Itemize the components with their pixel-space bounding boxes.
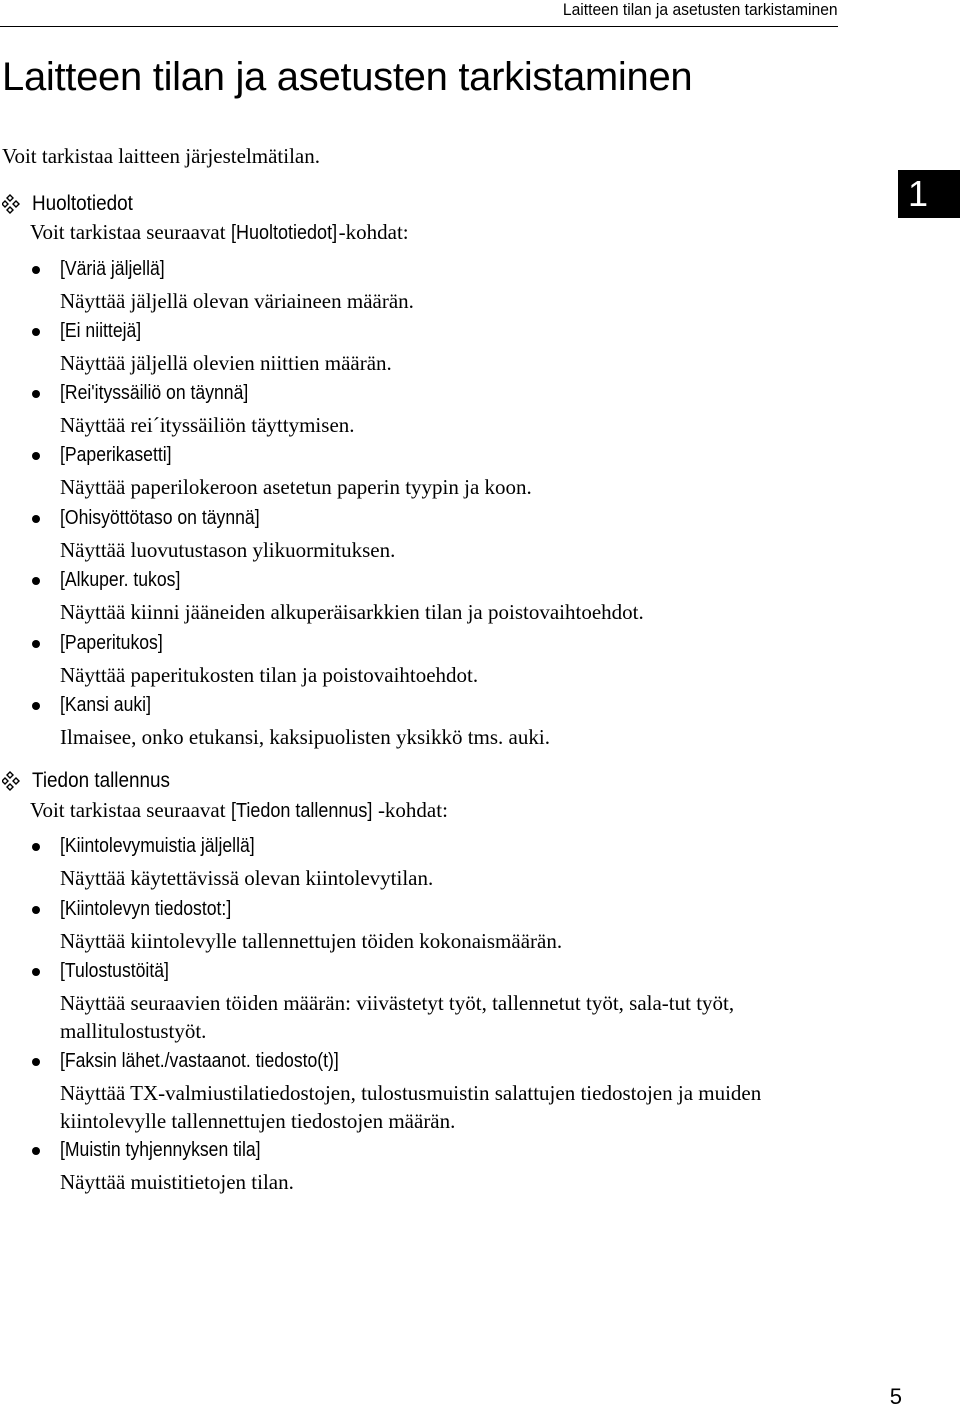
page-number: 5 [889,1384,902,1409]
item-label: [Faksin lähet./vastaanot. tiedosto(t)] [60,1050,339,1072]
lead-bold: [Huoltotiedot] [230,222,337,244]
item-description: Näyttää rei´ityssäiliön täyttymisen. [60,413,355,437]
intro-text: Voit tarkistaa laitteen järjestelmätilan. [2,144,321,168]
item-label: [Ohisyöttötaso on täynnä] [60,507,260,529]
item-label: [Väriä jäljellä] [60,258,165,280]
item-description: Näyttää kiinni jääneiden alkuperäisarkkien tilan ja poistovaihtoehdot. [60,600,644,624]
section-lead [30,796,448,825]
section-heading-tiedon-tallennus [2,767,185,795]
item-description: Näyttää luovutustason ylikuormituksen. [60,538,396,562]
item-label: [Muistin tyhjennyksen tila] [60,1139,261,1161]
bullet [32,1058,40,1066]
lead-prefix: Voit tarkistaa seuraavat [30,220,231,244]
lead-suffix: -kohdat: [338,220,409,244]
item-description: Näyttää seuraavien töiden määrän: viivästetyt työt, tallennetut työt, sala-tut työt, mallitulostustyöt. [60,991,735,1043]
lead-suffix: -kohdat: [377,798,448,822]
header-rule [0,26,838,27]
bullet [32,515,40,523]
item-description: Näyttää jäljellä olevien niittien määrän. [60,351,392,375]
item-description: Näyttää paperilokeroon asetetun paperin tyypin ja koon. [60,475,532,499]
bullet [32,452,40,460]
item-label: [Kiintolevymuistia jäljellä] [60,835,255,857]
bullet [32,968,40,976]
section-heading-label: Huoltotiedot [32,192,133,215]
lead-prefix: Voit tarkistaa seuraavat [30,798,231,822]
lead-bold: [Tiedon tallennus] [230,800,373,822]
item-label: [Paperikasetti] [60,444,172,466]
item-description: Näyttää TX-valmiustilatiedostojen, tulostusmuistin salattujen tiedostojen ja muiden kiintolevylle tallennettujen tiedostojen määrän. [60,1081,762,1133]
page-title: Laitteen tilan ja asetusten tarkistaminen [2,55,693,99]
bullet [32,266,40,274]
bullet [32,1147,40,1155]
item-label: [Tulostustöitä] [60,960,169,982]
item-description: Ilmaisee, onko etukansi, kaksipuolisten yksikkö tms. auki. [60,725,550,749]
running-header: Laitteen tilan ja asetusten tarkistaminen [563,0,838,19]
item-label: [Ei niittejä] [60,320,142,342]
item-label: [Kiintolevyn tiedostot:] [60,898,232,920]
item-label: [Kansi auki] [60,694,151,716]
item-label: [Alkuper. tukos] [60,569,181,591]
item-description: Näyttää paperitukosten tilan ja poistovaihtoehdot. [60,663,479,687]
section-heading-label: Tiedon tallennus [32,769,170,792]
bullet [32,390,40,398]
item-description: Näyttää muistitietojen tilan. [60,1170,294,1194]
section-heading-huoltotiedot [2,190,144,218]
item-description: Näyttää käytettävissä olevan kiintolevytilan. [60,866,434,890]
bullet [32,906,40,914]
item-description: Näyttää jäljellä olevan väriaineen määrän. [60,289,414,313]
four-diamond-icon [2,771,28,791]
item-label: [Paperitukos] [60,632,163,654]
item-label: [Rei'ityssäiliö on täynnä] [60,382,249,404]
bullet [32,328,40,336]
section-lead [30,218,409,247]
bullet [32,702,40,710]
bullet [32,843,40,851]
bullet [32,577,40,585]
four-diamond-icon [2,194,28,214]
bullet [32,640,40,648]
chapter-tab: 1 [898,170,960,218]
item-description: Näyttää kiintolevylle tallennettujen töiden kokonaismäärän. [60,929,563,953]
